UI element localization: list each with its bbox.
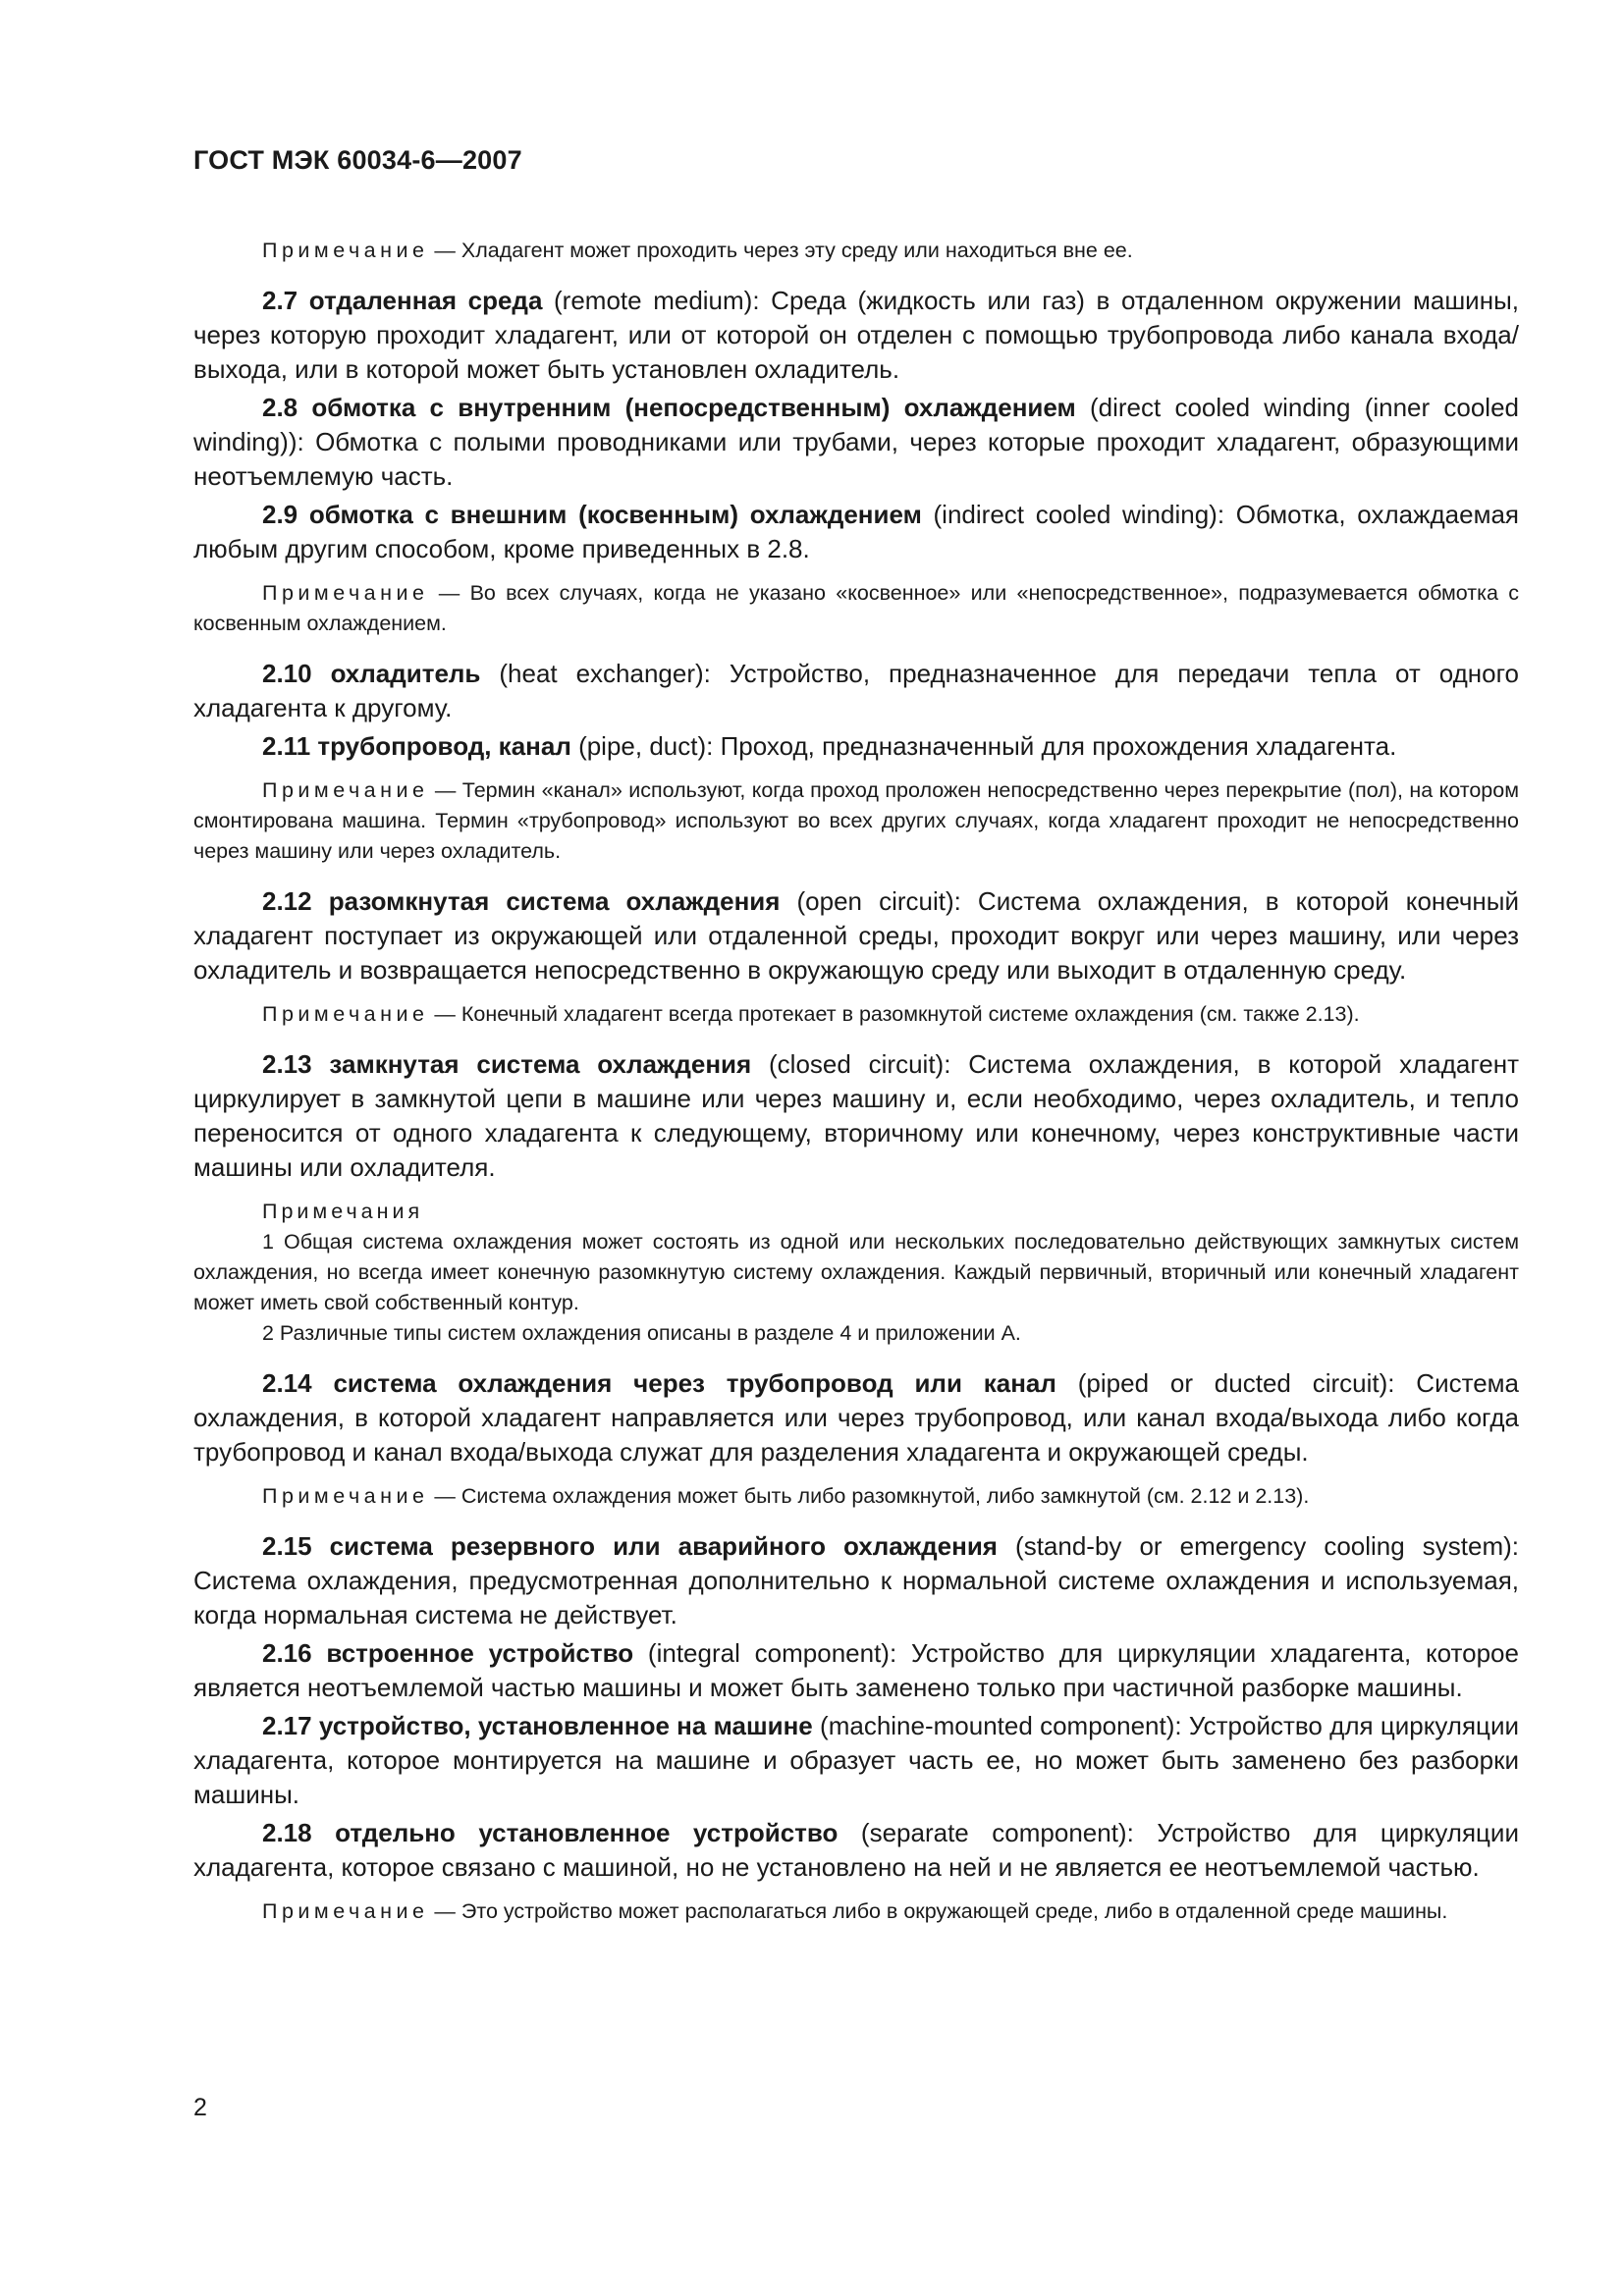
- term-2-8: [193, 391, 1519, 494]
- term-2-14: [193, 1366, 1519, 1469]
- term-name: встроенное устройство: [326, 1638, 634, 1668]
- term-definition: (heat exchanger): Устройство, предназначенное для передачи тепла от одного хладагента к другому.: [193, 659, 1519, 722]
- term-definition: (closed circuit): Система охлаждения, в которой хладагент циркулирует в замкнутой цепи в машине или через машину и, если необходимо, через охладитель, и тепло переносится от одного хладагента к следующему, вторичному или конечному, через конструктивные части машины или охладителя.: [193, 1049, 1519, 1182]
- note-text: — Система охлаждения может быть либо разомкнутой, либо замкнутой (см. 2.12 и 2.13).: [428, 1484, 1310, 1508]
- term-2-11: [193, 729, 1519, 764]
- page-number: 2: [193, 2094, 207, 2121]
- note-text: — Это устройство может располагаться либо в окружающей среде, либо в отдаленной среде машины.: [428, 1899, 1448, 1923]
- note: [193, 775, 1519, 867]
- term-name: система охлаждения через трубопровод или канал: [333, 1368, 1056, 1398]
- term-number: 2.14: [262, 1368, 312, 1398]
- term-definition: (piped or ducted circuit): Система охлаждения, в которой хладагент направляется или через трубопровод, или канал входа/выхода либо когда трубопровод и канал входа/выхода служат для разделения хладагента и окружающей среды.: [193, 1368, 1520, 1467]
- note-item: 1 Общая система охлаждения может состоять из одной или нескольких последовательно действующих замкнутых систем охлаждения, но всегда имеет конечную разомкнутую систему охлаждения. Каждый первичный, вторичный или конечный хладагент может иметь свой собственный контур.: [193, 1230, 1519, 1314]
- term-number: 2.8: [262, 393, 298, 422]
- note: [193, 578, 1519, 639]
- term-name: охладитель: [330, 659, 481, 688]
- term-definition: (machine-mounted component): Устройство для циркуляции хладагента, которое монтируется на машине и образует часть ее, но может быть заменено без разборки машины.: [193, 1711, 1519, 1809]
- term-definition: (stand-by or emergency cooling system): Система охлаждения, предусмотренная дополнительно к нормальной системе охлаждения и используемая, когда нормальная система не действует.: [193, 1531, 1519, 1629]
- term-definition: (pipe, duct): Проход, предназначенный для прохождения хладагента.: [570, 731, 1397, 761]
- term-definition: (integral component): Устройство для циркуляции хладагента, которое является неотъемлемой частью машины и может быть заменено только при частичной разборке машины.: [193, 1638, 1519, 1702]
- term-2-18: [193, 1816, 1519, 1885]
- term-name: отдельно установленное устройство: [335, 1818, 839, 1847]
- notes-label: Примечания: [262, 1200, 424, 1223]
- term-number: 2.11: [262, 731, 311, 761]
- note-label: Примечание: [262, 1484, 429, 1508]
- note-label: Примечание: [262, 581, 429, 605]
- term-name: замкнутая система охлаждения: [329, 1049, 752, 1079]
- note-label: Примечание: [262, 778, 429, 802]
- term-name: трубопровод, канал: [317, 731, 571, 761]
- note-label: Примечание: [262, 239, 429, 262]
- term-2-10: [193, 657, 1519, 725]
- term-number: 2.18: [262, 1818, 312, 1847]
- term-2-16: [193, 1636, 1519, 1705]
- note-text: — Конечный хладагент всегда протекает в разомкнутой системе охлаждения (см. также 2.13).: [428, 1002, 1360, 1026]
- term-name: обмотка с внутренним (непосредственным) охлаждением: [311, 393, 1076, 422]
- note-text: — Во всех случаях, когда не указано «косвенное» или «непосредственное», подразумевается обмотка с косвенным охлаждением.: [193, 581, 1519, 635]
- term-definition: (open circuit): Система охлаждения, в которой конечный хладагент поступает из окружающей или отдаленной среды, проходит вокруг или через машину, или через охладитель и возвращается непосредственно в окружающую среду или выходит в отдаленную среду.: [193, 886, 1519, 985]
- note: [193, 999, 1519, 1030]
- term-2-15: [193, 1529, 1519, 1632]
- term-number: 2.15: [262, 1531, 312, 1561]
- term-2-13: [193, 1047, 1519, 1185]
- term-number: 2.7: [262, 286, 298, 315]
- note-item: 2 Различные типы систем охлаждения описаны в разделе 4 и приложении А.: [262, 1321, 1021, 1345]
- term-name: разомкнутая система охлаждения: [328, 886, 781, 916]
- document-header: ГОСТ МЭК 60034-6—2007: [193, 145, 522, 175]
- term-2-17: [193, 1709, 1519, 1812]
- term-definition: (remote medium): Среда (жидкость или газ) в отдаленном окружении машины, через которую проходит хладагент, или от которой он отделен с помощью трубопровода либо канала входа/выхода, или в которой может быть установлен охладитель.: [193, 286, 1519, 384]
- term-definition: (direct cooled winding (inner cooled winding)): Обмотка с полыми проводниками или трубами, через которые проходит хладагент, образующими неотъемлемую часть.: [193, 393, 1520, 491]
- note: [193, 1896, 1519, 1927]
- term-2-12: [193, 884, 1519, 988]
- term-name: устройство, установленное на машине: [318, 1711, 813, 1740]
- term-2-7: [193, 284, 1519, 387]
- term-number: 2.13: [262, 1049, 312, 1079]
- note: [193, 236, 1519, 266]
- note-text: — Хладагент может проходить через эту среду или находиться вне ее.: [428, 239, 1133, 262]
- term-number: 2.12: [262, 886, 312, 916]
- term-name: система резервного или аварийного охлаждения: [329, 1531, 998, 1561]
- document-body: [193, 224, 1519, 1945]
- note: [193, 1481, 1519, 1512]
- term-number: 2.9: [262, 500, 298, 529]
- note-label: Примечание: [262, 1899, 429, 1923]
- term-number: 2.17: [262, 1711, 312, 1740]
- term-definition: (separate component): Устройство для циркуляции хладагента, которое связано с машиной, но не установлено на ней и не является ее неотъемлемой частью.: [193, 1818, 1519, 1882]
- term-2-9: [193, 498, 1519, 566]
- term-name: обмотка с внешним (косвенным) охлаждением: [308, 500, 922, 529]
- term-number: 2.16: [262, 1638, 312, 1668]
- note-text: — Термин «канал» используют, когда проход проложен непосредственно через перекрытие (пол), на котором смонтирована машина. Термин «трубопровод» используют во всех других случаях, когда хладагент проходит не непосредственно через машину или через охладитель.: [193, 778, 1519, 863]
- term-number: 2.10: [262, 659, 312, 688]
- term-definition: (indirect cooled winding): Обмотка, охлаждаемая любым другим способом, кроме приведенных в 2.8.: [193, 500, 1519, 563]
- note-label: Примечание: [262, 1002, 429, 1026]
- notes-group: [193, 1197, 1519, 1349]
- term-name: отдаленная среда: [308, 286, 543, 315]
